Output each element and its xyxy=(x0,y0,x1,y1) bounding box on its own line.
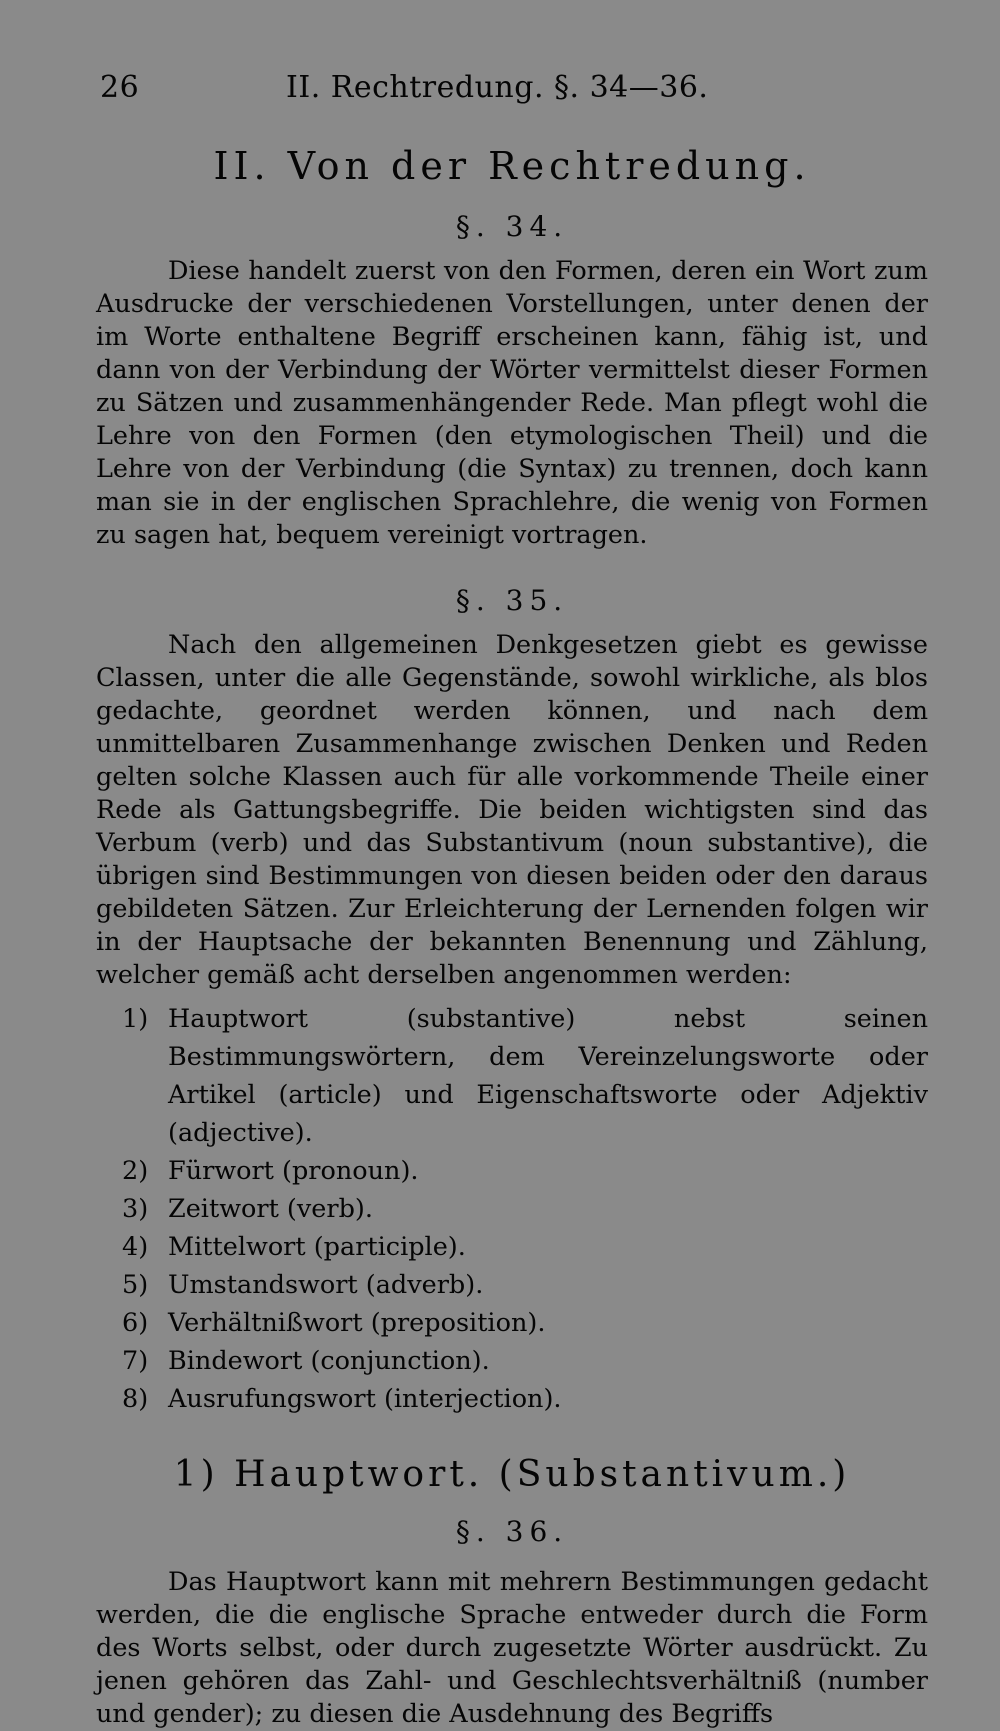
list-item-text: Hauptwort (substantive) nebst seinen Bestimmungswörtern, dem Vereinzelungsworte oder Artikel (article) und Eigenschaftsworte oder Adjektiv (adjective). xyxy=(168,1004,928,1148)
list-item-text: Bindewort (conjunction). xyxy=(168,1346,490,1376)
page-number: 26 xyxy=(100,70,140,105)
list-item-text: Ausrufungswort (interjection). xyxy=(168,1384,562,1414)
parts-of-speech-list xyxy=(96,1000,928,1418)
list-item-number: 6) xyxy=(122,1308,149,1338)
list-item xyxy=(122,1000,928,1152)
running-head xyxy=(96,62,928,114)
list-item xyxy=(122,1152,928,1190)
list-item-number: 3) xyxy=(122,1194,149,1224)
subsection-heading: 1) Hauptwort. (Substantivum.) xyxy=(173,1454,851,1495)
list-item xyxy=(122,1304,928,1342)
running-title: II. Rechtredung. §. 34—36. xyxy=(286,70,709,105)
list-item-text: Umstandswort (adverb). xyxy=(168,1270,484,1300)
list-item xyxy=(122,1380,928,1418)
list-item xyxy=(122,1342,928,1380)
list-item-number: 8) xyxy=(122,1384,149,1414)
list-item-number: 1) xyxy=(122,1004,149,1034)
list-item-number: 7) xyxy=(122,1346,149,1376)
paragraph-35-text: Nach den allgemeinen Denkgesetzen giebt es gewisse Classen, unter die alle Gegenstände, sowohl wirkliche, als blos gedachte, geordnet werden können, und nach dem unmittelbaren Zusammenhange zwischen Denken und Reden gelten solche Klassen auch für alle vorkommende Theile einer Rede als Gattungsbegriffe. Die beiden wichtigsten sind das Verbum (verb) und das Substantivum (noun substantive), die übrigen sind Bestimmungen von diesen beiden oder den daraus gebildeten Sätzen. Zur Erleichterung der Lernenden folgen wir in der Hauptsache der bekannten Benennung und Zählung, welcher gemäß acht derselben angenommen werden: xyxy=(96,630,928,990)
list-item-text: Zeitwort (verb). xyxy=(168,1194,373,1224)
list-item xyxy=(122,1266,928,1304)
list-item-number: 2) xyxy=(122,1156,149,1186)
list-item-text: Mittelwort (participle). xyxy=(168,1232,466,1262)
paragraph-36-text: Das Hauptwort kann mit mehrern Bestimmungen gedacht werden, die die englische Sprache entweder durch die Form des Worts selbst, oder durch zugesetzte Wörter ausdrückt. Zu jenen gehören das Zahl- und Geschlechtsverhältniß (number und gender); zu diesen die Ausdehnung des Begriffs xyxy=(96,1567,928,1729)
paragraph-mark-34: §. 34. xyxy=(455,210,569,243)
paragraph-mark-35: §. 35. xyxy=(455,584,569,617)
list-item-text: Fürwort (pronoun). xyxy=(168,1156,419,1186)
list-item-number: 4) xyxy=(122,1232,149,1262)
paragraph-mark-36: §. 36. xyxy=(455,1515,569,1548)
section-heading: II. Von der Rechtredung. xyxy=(213,144,811,188)
list-item xyxy=(122,1190,928,1228)
list-item xyxy=(122,1228,928,1266)
paragraph-34-text: Diese handelt zuerst von den Formen, deren ein Wort zum Ausdrucke der verschiedenen Vorstellungen, unter denen der im Worte enthaltene Begriff erscheinen kann, fähig ist, und dann von der Verbindung der Wörter vermittelst dieser Formen zu Sätzen und zusammenhängender Rede. Man pflegt wohl die Lehre von den Formen (den etymologischen Theil) und die Lehre von der Verbindung (die Syntax) zu trennen, doch kann man sie in der englischen Sprachlehre, die wenig von Formen zu sagen hat, bequem vereinigt vortragen. xyxy=(96,256,928,550)
spacer xyxy=(96,552,928,574)
list-item-text: Verhältnißwort (preposition). xyxy=(168,1308,546,1338)
list-item-number: 5) xyxy=(122,1270,149,1300)
